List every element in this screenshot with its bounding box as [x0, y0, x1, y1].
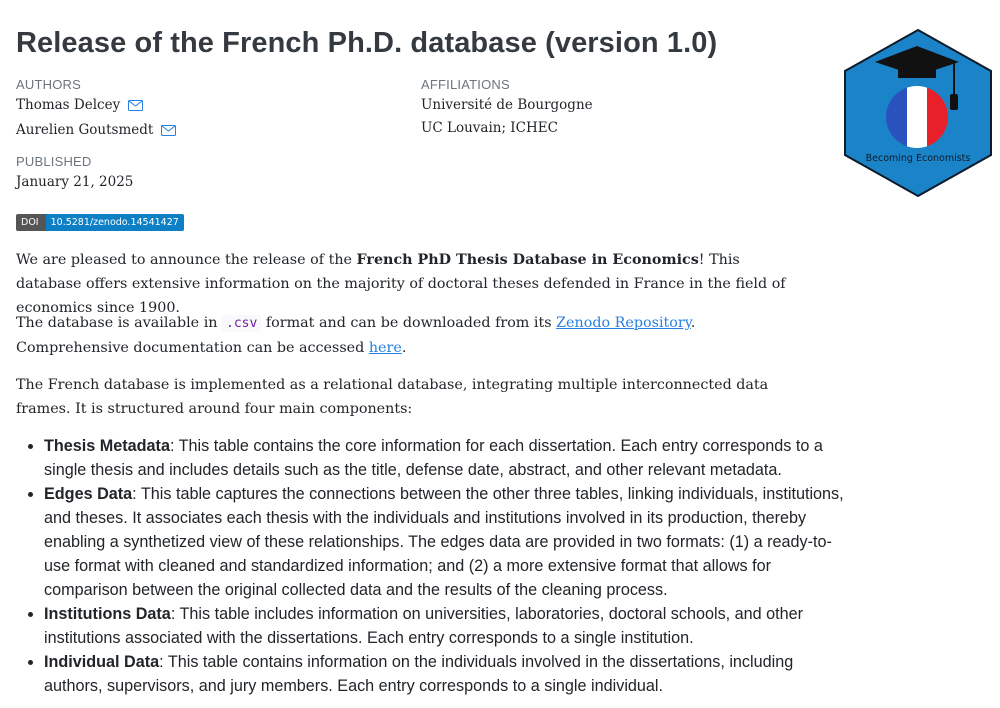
component-name: Institutions Data: [44, 605, 171, 623]
author-item: [16, 94, 176, 119]
component-name: Thesis Metadata: [44, 437, 170, 455]
published-date: January 21, 2025: [16, 174, 134, 190]
author-item: [16, 119, 176, 144]
intro-text: ! This database offers extensive information on the majority of doctoral theses defended in France in the field of economics since 1900.: [16, 252, 786, 316]
component-desc: : This table contains the core information for each dissertation. Each entry corresponds to a single thesis and includes details such as the title, defense date, abstract, and other relevant metadata.: [44, 437, 823, 479]
list-item: [44, 650, 844, 698]
affiliation-item: UC Louvain; ICHEC: [421, 120, 558, 136]
csv-code: .csv: [222, 315, 261, 332]
availability-text: The database is available in: [16, 315, 223, 331]
structure-paragraph: The French database is implemented as a relational database, integrating multiple interconnected data frames. It is structured around four main components:: [16, 377, 769, 417]
component-desc: : This table contains information on the individuals involved in the dissertations, including authors, supervisors, and jury members. Each entry corresponds to a single individual.: [44, 653, 794, 695]
mail-icon[interactable]: [128, 96, 143, 119]
list-item: [44, 434, 844, 482]
database-name: French PhD Thesis Database in Economics: [356, 252, 699, 268]
authors-heading: AUTHORS: [16, 77, 81, 92]
affiliations-block: [421, 76, 593, 140]
component-desc: : This table captures the connections between the other three tables, linking individuals, institutions, and theses. It associates each thesis with the individuals and institutions involved in its production, thereby enabling a synthetized view of these relationships. The edges data are provided in two formats: (1) a ready-to-use format with cleaned and standardized information; and (2) a more extensive format that allows for comparison between the original collected data and the results of the cleaning process.: [44, 485, 844, 599]
becoming-economists-logo: [843, 28, 993, 198]
availability-text: .: [401, 340, 407, 356]
component-name: Individual Data: [44, 653, 160, 671]
documentation-link[interactable]: here: [368, 340, 402, 356]
doi-value: 10.5281/zenodo.14541427: [46, 214, 184, 231]
component-desc: : This table includes information on universities, laboratories, doctoral schools, and other institutions associated with the dissertations. Each entry corresponds to a single institution.: [44, 605, 804, 647]
doi-label: DOI: [16, 214, 46, 231]
affiliations-heading: AFFILIATIONS: [421, 77, 510, 92]
availability-text: format and can be downloaded from its: [261, 315, 557, 331]
intro-text: We are pleased to announce the release of the: [16, 252, 357, 268]
component-name: Edges Data: [44, 485, 133, 503]
mail-icon[interactable]: [161, 121, 176, 144]
page-title: Release of the French Ph.D. database (version 1.0): [16, 27, 718, 59]
intro-paragraph: [16, 248, 806, 320]
doi-badge[interactable]: [16, 214, 184, 231]
affiliation-item: Université de Bourgogne: [421, 97, 593, 113]
zenodo-repository-link[interactable]: Zenodo Repository: [556, 315, 691, 331]
list-item: [44, 602, 844, 650]
author-name: Thomas Delcey: [16, 97, 121, 113]
list-item: [44, 482, 844, 602]
logo-text: Becoming Economists: [865, 153, 971, 164]
published-block: [16, 153, 133, 194]
availability-text: . Comprehensive documentation can be accessed: [16, 315, 696, 356]
authors-block: [16, 76, 176, 144]
published-heading: PUBLISHED: [16, 154, 92, 169]
availability-paragraph: [16, 311, 806, 360]
components-list: [16, 434, 844, 698]
author-name: Aurelien Goutsmedt: [16, 122, 154, 138]
